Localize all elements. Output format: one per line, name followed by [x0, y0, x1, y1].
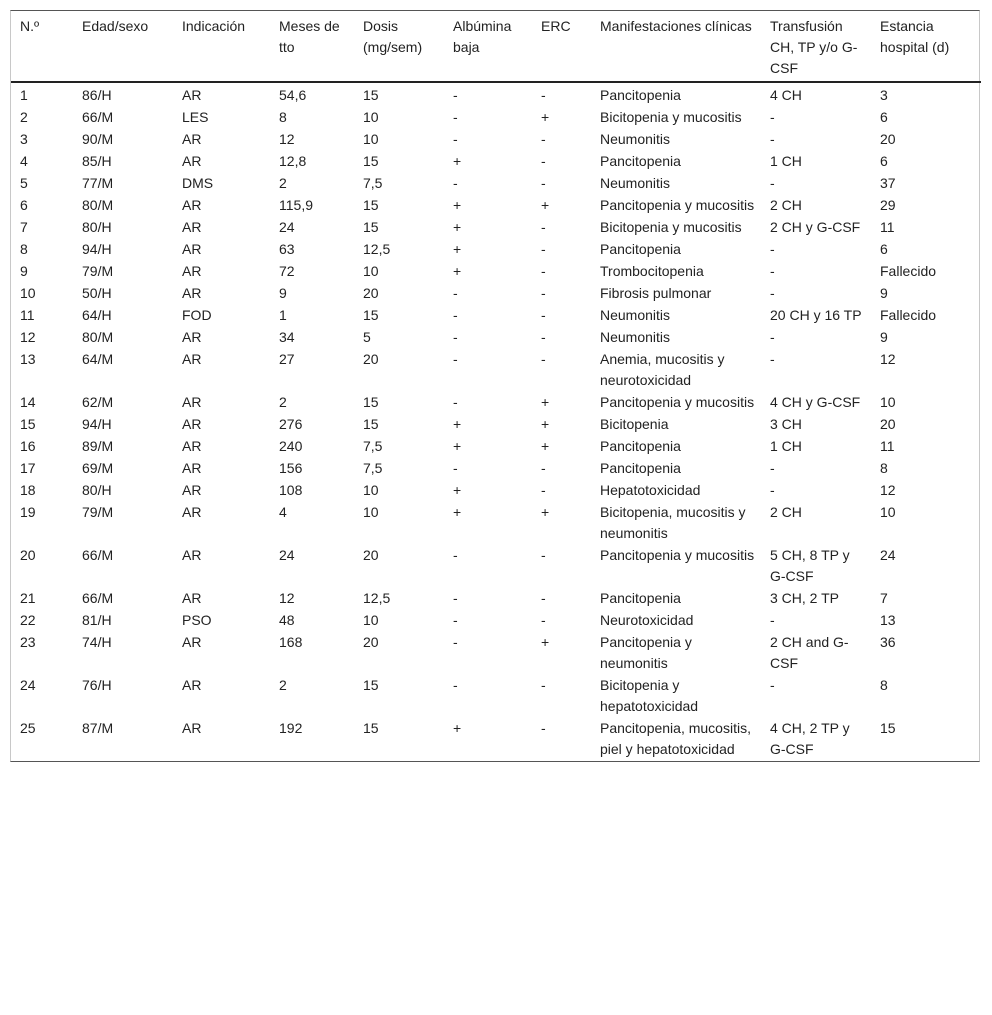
table-cell: 8 — [279, 109, 287, 125]
table-cell: + — [453, 241, 462, 257]
table-cell: - — [453, 634, 458, 650]
table-cell: Bicitopenia, mucositis y neumonitis — [600, 504, 746, 541]
column-header: Transfusión CH, TP y/o G-CSF — [761, 11, 871, 82]
table-cell: + — [453, 219, 462, 235]
table-cell: 7 — [20, 219, 28, 235]
table-cell: 10 — [363, 482, 379, 498]
table-cell: - — [453, 109, 458, 125]
table-cell: 66/M — [82, 590, 114, 606]
table-row — [11, 610, 981, 632]
table-row — [11, 82, 981, 107]
table-cell: 240 — [279, 438, 303, 454]
table-cell: 20 — [880, 131, 896, 147]
table-row — [11, 502, 981, 545]
table-row — [11, 632, 981, 675]
table-cell: 6 — [20, 197, 28, 213]
table-row — [11, 414, 981, 436]
table-cell: - — [541, 720, 546, 736]
table-cell: Pancitopenia, mucositis, piel y hepatotoxicidad — [600, 720, 751, 757]
table-cell: + — [453, 263, 462, 279]
table-cell: 10 — [363, 263, 379, 279]
table-cell: Trombocitopenia — [600, 263, 704, 279]
table-cell: 79/M — [82, 263, 114, 279]
table-cell: 276 — [279, 416, 303, 432]
table-cell: - — [770, 131, 775, 147]
table-cell: - — [541, 175, 546, 191]
table-cell: LES — [182, 109, 209, 125]
table-cell: - — [453, 285, 458, 301]
table-cell: AR — [182, 263, 202, 279]
table-cell: 12,5 — [363, 590, 391, 606]
table-cell: - — [770, 677, 775, 693]
table-row — [11, 436, 981, 458]
table-cell: 8 — [880, 460, 888, 476]
table-cell: + — [453, 482, 462, 498]
table-cell: 20 CH y 16 TP — [770, 307, 862, 323]
table-cell: 23 — [20, 634, 36, 650]
table-cell: AR — [182, 219, 202, 235]
table-cell: - — [541, 612, 546, 628]
table-cell: 12 — [279, 131, 295, 147]
table-cell: PSO — [182, 612, 212, 628]
table-cell: AR — [182, 416, 202, 432]
table-cell: 37 — [880, 175, 896, 191]
table-cell: Pancitopenia — [600, 241, 681, 257]
table-cell: 81/H — [82, 612, 112, 628]
table-cell: 6 — [880, 109, 888, 125]
table-cell: + — [541, 197, 550, 213]
table-cell: 34 — [279, 329, 295, 345]
column-header: Estancia hospital (d) — [871, 11, 981, 82]
table-cell: + — [541, 438, 550, 454]
table-cell: - — [541, 131, 546, 147]
table-cell: + — [453, 504, 462, 520]
table-cell: 11 — [20, 307, 35, 323]
table-cell: - — [453, 351, 458, 367]
table-cell: Bicitopenia — [600, 416, 669, 432]
table-row — [11, 151, 981, 173]
header-row — [11, 11, 981, 82]
table-cell: + — [541, 394, 550, 410]
table-cell: - — [453, 590, 458, 606]
table-row — [11, 129, 981, 151]
data-table — [11, 11, 981, 761]
table-cell: 74/H — [82, 634, 112, 650]
table-cell: 15 — [363, 720, 379, 736]
table-cell: FOD — [182, 307, 212, 323]
table-row — [11, 718, 981, 761]
table-cell: 64/M — [82, 351, 114, 367]
table-row — [11, 327, 981, 349]
table-cell: 15 — [363, 197, 379, 213]
column-header: Indicación — [173, 11, 270, 82]
table-row — [11, 305, 981, 327]
table-cell: - — [541, 153, 546, 169]
table-cell: 2 — [20, 109, 28, 125]
table-cell: - — [453, 547, 458, 563]
table-cell: 10 — [880, 394, 896, 410]
table-cell: - — [541, 351, 546, 367]
table-cell: 4 — [20, 153, 28, 169]
table-row — [11, 545, 981, 588]
table-cell: - — [453, 175, 458, 191]
table-cell: 20 — [363, 351, 379, 367]
table-cell: Bicitopenia y mucositis — [600, 109, 742, 125]
table-cell: 87/M — [82, 720, 114, 736]
table-cell: 20 — [363, 285, 379, 301]
table-cell: 29 — [880, 197, 896, 213]
table-cell: 86/H — [82, 87, 112, 103]
table-cell: 24 — [20, 677, 36, 693]
column-header: Meses de tto — [270, 11, 354, 82]
table-cell: + — [453, 416, 462, 432]
table-cell: 3 — [880, 87, 888, 103]
table-cell: - — [541, 590, 546, 606]
table-cell: 8 — [880, 677, 888, 693]
table-cell: 50/H — [82, 285, 112, 301]
table-row — [11, 349, 981, 392]
table-cell: 1 — [20, 87, 28, 103]
table-cell: Pancitopenia — [600, 460, 681, 476]
table-cell: 66/M — [82, 109, 114, 125]
table-cell: 15 — [20, 416, 36, 432]
table-cell: - — [541, 677, 546, 693]
table-cell: 72 — [279, 263, 295, 279]
data-table-container — [10, 10, 980, 762]
table-cell: 2 — [279, 175, 287, 191]
table-cell: + — [541, 634, 550, 650]
table-cell: 3 — [20, 131, 28, 147]
table-cell: Fibrosis pulmonar — [600, 285, 712, 301]
table-cell: - — [541, 329, 546, 345]
table-cell: Fallecido — [880, 263, 937, 279]
table-cell: AR — [182, 131, 202, 147]
table-cell: AR — [182, 329, 202, 345]
table-cell: 48 — [279, 612, 295, 628]
table-cell: 20 — [363, 547, 379, 563]
table-cell: 18 — [20, 482, 36, 498]
table-cell: 1 CH — [770, 153, 802, 169]
table-cell: + — [541, 504, 550, 520]
table-cell: 15 — [363, 219, 379, 235]
table-cell: 2 CH y G-CSF — [770, 219, 861, 235]
table-row — [11, 480, 981, 502]
table-cell: AR — [182, 241, 202, 257]
column-header: N.º — [11, 11, 73, 82]
table-cell: - — [770, 241, 775, 257]
table-cell: Hepatotoxicidad — [600, 482, 701, 498]
table-cell: 9 — [880, 285, 888, 301]
table-cell: AR — [182, 87, 202, 103]
table-cell: AR — [182, 153, 202, 169]
table-cell: Fallecido — [880, 307, 937, 323]
table-cell: Neurotoxicidad — [600, 612, 694, 628]
table-cell: 156 — [279, 460, 303, 476]
table-cell: 12 — [880, 351, 896, 367]
table-cell: 69/M — [82, 460, 114, 476]
table-cell: 10 — [363, 131, 379, 147]
table-cell: 20 — [363, 634, 379, 650]
column-header: Edad/sexo — [73, 11, 173, 82]
table-cell: 6 — [880, 241, 888, 257]
table-cell: 2 CH — [770, 197, 802, 213]
table-cell: 10 — [363, 504, 379, 520]
table-cell: AR — [182, 504, 202, 520]
table-cell: 24 — [880, 547, 896, 563]
table-cell: 12,8 — [279, 153, 307, 169]
table-cell: 89/M — [82, 438, 114, 454]
table-cell: Pancitopenia — [600, 87, 681, 103]
table-cell: - — [770, 263, 775, 279]
column-header: Dosis (mg/sem) — [354, 11, 444, 82]
table-cell: 80/M — [82, 197, 114, 213]
table-cell: - — [541, 482, 546, 498]
table-cell: 11 — [880, 438, 895, 454]
table-cell: - — [541, 219, 546, 235]
table-cell: Anemia, mucositis y neurotoxicidad — [600, 351, 725, 388]
table-cell: 7 — [880, 590, 888, 606]
table-cell: AR — [182, 590, 202, 606]
table-cell: + — [541, 109, 550, 125]
table-cell: 62/M — [82, 394, 114, 410]
table-cell: Bicitopenia y mucositis — [600, 219, 742, 235]
table-cell: - — [770, 175, 775, 191]
table-cell: - — [541, 307, 546, 323]
table-cell: 15 — [363, 416, 379, 432]
table-cell: 66/M — [82, 547, 114, 563]
table-cell: AR — [182, 438, 202, 454]
table-cell: 15 — [363, 87, 379, 103]
table-cell: 1 — [279, 307, 287, 323]
table-cell: 12 — [279, 590, 295, 606]
table-cell: AR — [182, 482, 202, 498]
table-header — [11, 11, 981, 82]
table-row — [11, 283, 981, 305]
table-cell: 16 — [20, 438, 36, 454]
table-cell: - — [453, 460, 458, 476]
table-cell: 80/M — [82, 329, 114, 345]
table-cell: 63 — [279, 241, 295, 257]
table-cell: - — [541, 263, 546, 279]
table-cell: 12 — [880, 482, 896, 498]
table-cell: 13 — [20, 351, 36, 367]
table-cell: 4 CH y G-CSF — [770, 394, 861, 410]
table-cell: 27 — [279, 351, 295, 367]
table-cell: 19 — [20, 504, 36, 520]
table-cell: 77/M — [82, 175, 114, 191]
table-cell: 24 — [279, 219, 295, 235]
table-cell: 80/H — [82, 219, 112, 235]
table-cell: - — [770, 460, 775, 476]
table-cell: Neumonitis — [600, 131, 671, 147]
table-cell: - — [541, 547, 546, 563]
table-cell: 11 — [880, 219, 895, 235]
table-cell: 6 — [880, 153, 888, 169]
table-cell: Pancitopenia y mucositis — [600, 547, 755, 563]
table-cell: 15 — [363, 394, 379, 410]
table-cell: 22 — [20, 612, 36, 628]
table-cell: 2 CH — [770, 504, 802, 520]
table-row — [11, 458, 981, 480]
table-cell: 15 — [363, 307, 379, 323]
table-cell: 17 — [20, 460, 36, 476]
table-cell: - — [453, 131, 458, 147]
table-cell: + — [453, 197, 462, 213]
table-cell: 4 CH — [770, 87, 802, 103]
table-cell: 9 — [880, 329, 888, 345]
table-cell: 9 — [20, 263, 28, 279]
table-cell: DMS — [182, 175, 214, 191]
table-cell: Neumonitis — [600, 307, 671, 323]
table-cell: 2 — [279, 677, 287, 693]
table-cell: 12 — [20, 329, 36, 345]
table-cell: + — [453, 153, 462, 169]
table-row — [11, 392, 981, 414]
table-cell: 4 — [279, 504, 287, 520]
table-cell: - — [770, 109, 775, 125]
table-cell: 64/H — [82, 307, 112, 323]
table-body — [11, 82, 981, 761]
table-row — [11, 239, 981, 261]
table-cell: 20 — [20, 547, 36, 563]
table-cell: 94/H — [82, 241, 112, 257]
table-row — [11, 217, 981, 239]
table-row — [11, 675, 981, 718]
table-cell: 4 CH, 2 TP y G-CSF — [770, 720, 850, 757]
column-header: Albúmina baja — [444, 11, 532, 82]
table-cell: 25 — [20, 720, 36, 736]
table-cell: 7,5 — [363, 438, 383, 454]
table-cell: Neumonitis — [600, 175, 671, 191]
table-cell: - — [453, 677, 458, 693]
table-cell: - — [541, 87, 546, 103]
table-cell: - — [453, 307, 458, 323]
table-cell: Pancitopenia y neumonitis — [600, 634, 692, 671]
table-cell: - — [541, 285, 546, 301]
table-cell: 8 — [20, 241, 28, 257]
table-cell: 15 — [880, 720, 896, 736]
table-cell: 79/M — [82, 504, 114, 520]
table-cell: - — [453, 612, 458, 628]
column-header: ERC — [532, 11, 591, 82]
table-cell: - — [770, 612, 775, 628]
table-cell: 5 — [363, 329, 371, 345]
table-cell: 13 — [880, 612, 896, 628]
table-cell: AR — [182, 394, 202, 410]
table-cell: AR — [182, 547, 202, 563]
table-cell: - — [770, 329, 775, 345]
table-cell: 21 — [20, 590, 36, 606]
table-cell: AR — [182, 285, 202, 301]
table-row — [11, 173, 981, 195]
table-cell: 12,5 — [363, 241, 391, 257]
table-cell: Pancitopenia y mucositis — [600, 197, 755, 213]
table-cell: 7,5 — [363, 460, 383, 476]
table-cell: 15 — [363, 153, 379, 169]
table-cell: 10 — [880, 504, 896, 520]
table-cell: - — [770, 285, 775, 301]
table-cell: - — [770, 482, 775, 498]
table-cell: 85/H — [82, 153, 112, 169]
table-cell: 94/H — [82, 416, 112, 432]
table-cell: 54,6 — [279, 87, 307, 103]
table-cell: AR — [182, 197, 202, 213]
table-cell: 90/M — [82, 131, 114, 147]
table-cell: 3 CH — [770, 416, 802, 432]
table-cell: Neumonitis — [600, 329, 671, 345]
table-cell: 10 — [363, 109, 379, 125]
table-cell: - — [453, 329, 458, 345]
table-cell: 10 — [363, 612, 379, 628]
table-cell: 76/H — [82, 677, 112, 693]
table-cell: AR — [182, 460, 202, 476]
table-cell: AR — [182, 720, 202, 736]
table-cell: 1 CH — [770, 438, 802, 454]
table-cell: 10 — [20, 285, 36, 301]
table-cell: 9 — [279, 285, 287, 301]
table-cell: AR — [182, 351, 202, 367]
table-cell: 5 — [20, 175, 28, 191]
table-cell: AR — [182, 677, 202, 693]
table-cell: - — [453, 394, 458, 410]
table-cell: 3 CH, 2 TP — [770, 590, 839, 606]
table-row — [11, 261, 981, 283]
table-cell: - — [541, 460, 546, 476]
table-cell: 2 — [279, 394, 287, 410]
table-cell: - — [453, 87, 458, 103]
table-cell: AR — [182, 634, 202, 650]
table-row — [11, 588, 981, 610]
table-cell: 168 — [279, 634, 303, 650]
table-cell: 20 — [880, 416, 896, 432]
table-cell: - — [541, 241, 546, 257]
table-cell: 192 — [279, 720, 303, 736]
table-cell: Pancitopenia y mucositis — [600, 394, 755, 410]
table-row — [11, 195, 981, 217]
table-cell: + — [453, 720, 462, 736]
table-cell: 115,9 — [279, 197, 313, 213]
table-cell: Bicitopenia y hepatotoxicidad — [600, 677, 699, 714]
table-cell: Pancitopenia — [600, 153, 681, 169]
table-cell: 15 — [363, 677, 379, 693]
column-header: Manifestaciones clínicas — [591, 11, 761, 82]
table-cell: 36 — [880, 634, 896, 650]
table-cell: 14 — [20, 394, 36, 410]
table-cell: 80/H — [82, 482, 112, 498]
table-cell: - — [770, 351, 775, 367]
table-cell: 5 CH, 8 TP y G-CSF — [770, 547, 850, 584]
table-cell: Pancitopenia — [600, 590, 681, 606]
table-cell: + — [541, 416, 550, 432]
table-cell: + — [453, 438, 462, 454]
table-cell: 7,5 — [363, 175, 383, 191]
table-row — [11, 107, 981, 129]
table-cell: 108 — [279, 482, 303, 498]
table-cell: 2 CH and G-CSF — [770, 634, 849, 671]
table-cell: 24 — [279, 547, 295, 563]
table-cell: Pancitopenia — [600, 438, 681, 454]
